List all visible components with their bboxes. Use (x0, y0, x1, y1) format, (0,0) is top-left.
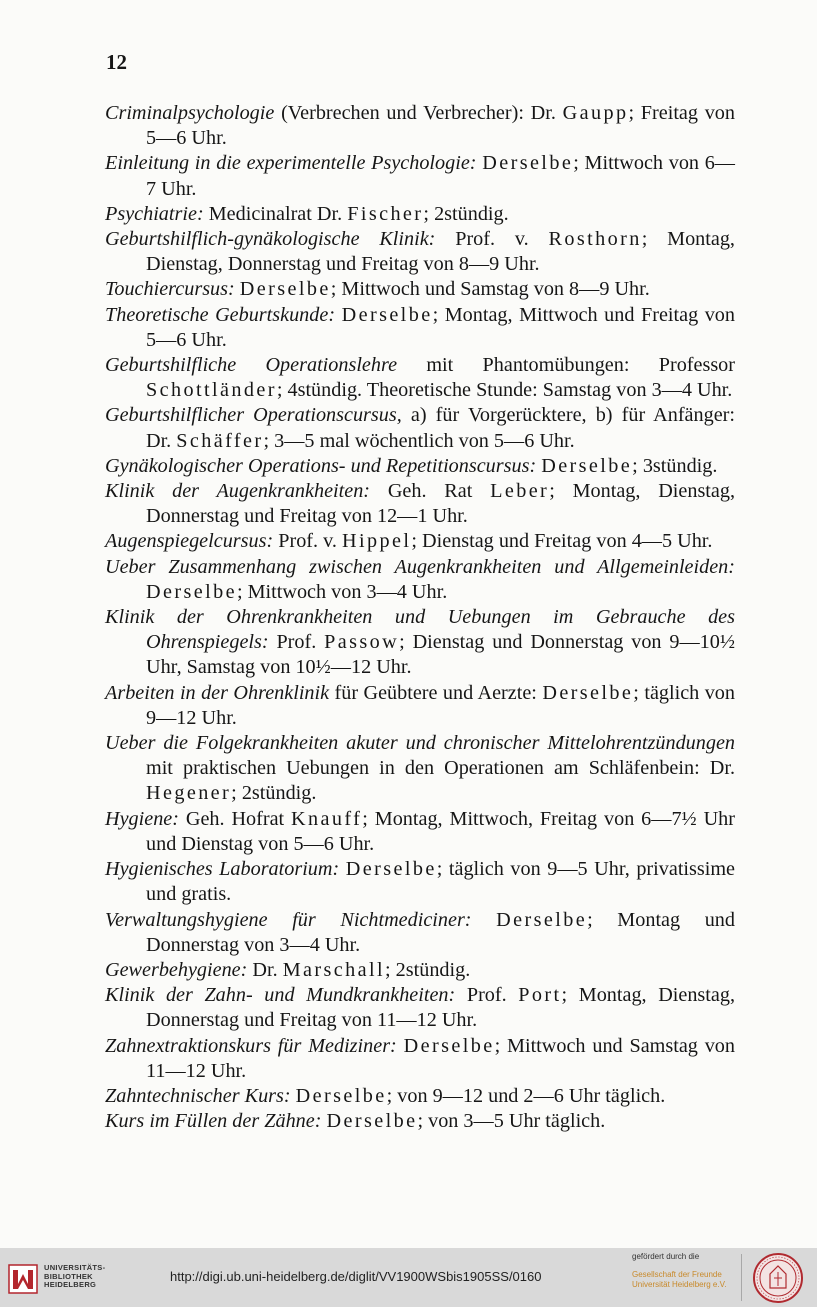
course-details: mit Phantomübungen: Professor (397, 354, 735, 377)
lecturer-name: Derselbe (326, 1110, 418, 1133)
course-entry (105, 101, 735, 151)
course-details: ; Montag, Dienstag, Donnerstag und Freitag von 8—9 Uhr. (146, 228, 735, 276)
course-details: ; 2stündig. (231, 782, 317, 805)
page-number: 12 (106, 50, 127, 74)
course-title: Geburtshilflicher Operationscursus, (105, 404, 402, 427)
course-title: Klinik der Ohrenkrankheiten und Uebungen im Gebrauche des Ohrenspiegels: (105, 606, 735, 654)
course-entry (105, 277, 735, 302)
course-entry (105, 857, 735, 907)
course-entry (105, 555, 735, 605)
course-title: Gewerbehygiene: (105, 958, 248, 981)
course-entry (105, 353, 735, 403)
course-entry (105, 807, 735, 857)
lecturer-name: Derselbe (482, 152, 574, 175)
lecturer-name: Passow (324, 631, 400, 654)
course-details: Dr. (247, 958, 283, 981)
course-details (472, 909, 497, 931)
lecturer-name: Rosthorn (548, 228, 642, 251)
course-details: ; Mittwoch und Samstag von 8—9 Uhr. (330, 278, 650, 301)
course-details: ; Mittwoch und Samstag von 11—12 Uhr. (146, 1034, 735, 1082)
course-title: Geburtshilfliche Operationslehre (105, 354, 398, 377)
course-details (397, 1035, 404, 1057)
library-name-line: BIBLIOTHEK (44, 1271, 93, 1281)
lecturer-name: Derselbe (541, 454, 633, 477)
course-details: ; 2stündig. (385, 958, 471, 981)
course-details: ; 3stündig. (632, 454, 718, 477)
course-title: Ueber Zusammenhang zwischen Augenkrankheiten und Allgemeinleiden: (105, 555, 735, 578)
course-details: Prof. v. (273, 530, 342, 553)
course-entry (105, 529, 735, 554)
course-entry (105, 227, 735, 277)
lecturer-name: Hegener (146, 782, 232, 805)
course-entry (105, 1084, 735, 1109)
course-title: Criminalpsychologie (105, 102, 275, 124)
lecturer-name: Derselbe (341, 303, 433, 326)
course-details: ; Mittwoch von 6—7 Uhr. (146, 152, 735, 200)
course-entry (105, 983, 735, 1033)
course-details: ; täglich von 9—12 Uhr. (146, 681, 735, 729)
course-title: Arbeiten in der Ohrenklinik (105, 681, 330, 704)
library-name-line: UNIVERSITÄTS- (44, 1263, 106, 1272)
course-entry (105, 1109, 735, 1134)
course-details: ; Montag, Dienstag, Donnerstag und Freitag von 11—12 Uhr. (146, 984, 735, 1032)
course-details: ; Freitag von 5—6 Uhr. (146, 102, 735, 150)
sponsor-name-line: Universität Heidelberg e.V. (632, 1280, 727, 1289)
lecturer-name: Derselbe (295, 1084, 387, 1107)
university-seal-icon (752, 1252, 804, 1304)
sponsor-label: gefördert durch die (632, 1252, 700, 1261)
course-details: ; von 3—5 Uhr täglich. (417, 1110, 606, 1133)
course-details: ; 3—5 mal wöchentlich von 5—6 Uhr. (263, 429, 575, 452)
course-entry (105, 731, 735, 807)
course-details: a) für Vorgerücktere, b) für Anfänger: Dr. (146, 404, 735, 452)
library-name (44, 1264, 105, 1290)
course-entry (105, 908, 735, 958)
course-entry (105, 303, 735, 353)
course-details: ; von 9—12 und 2—6 Uhr täglich. (386, 1084, 666, 1107)
lecturer-name: Port (518, 984, 562, 1007)
course-entry (105, 1034, 735, 1084)
course-details: Prof. v. (435, 228, 549, 251)
course-entry (105, 681, 735, 731)
lecturer-name: Derselbe (146, 580, 237, 603)
sponsor-name-line: Gesellschaft der Freunde (632, 1270, 722, 1279)
lecturer-name: Derselbe (239, 278, 331, 301)
university-library-logo-icon[interactable] (8, 1264, 38, 1294)
lecturer-name: Derselbe (496, 908, 588, 931)
course-details: ; Montag, Dienstag, Donnerstag und Freitag von 12—1 Uhr. (146, 480, 736, 528)
course-title: Ueber die Folgekrankheiten akuter und chronischer Mittelohrentzündungen (105, 732, 735, 755)
course-details: mit praktischen Uebungen in den Operationen am Schläfenbein: Dr. (146, 757, 735, 780)
course-details: Prof. (455, 984, 519, 1007)
course-details: Medicinalrat Dr. (203, 202, 348, 225)
lecturer-name: Derselbe (345, 858, 437, 881)
course-details: ; Montag und Donnerstag von 3—4 Uhr. (146, 908, 735, 956)
lecturer-name: Knauff (291, 807, 363, 830)
course-details: Geh. Hofrat (178, 807, 292, 830)
course-list (105, 101, 735, 1134)
lecturer-name: Fischer (347, 202, 424, 225)
course-title: Touchiercursus: (105, 278, 235, 301)
lecturer-name: Gaupp (562, 102, 629, 124)
lecturer-name: Derselbe (542, 681, 634, 704)
course-title: Zahnextraktionskurs für Mediziner: (105, 1034, 397, 1057)
library-name-line: HEIDELBERG (44, 1280, 97, 1290)
course-title: Zahntechnischer Kurs: (105, 1084, 291, 1107)
course-entry (105, 454, 735, 479)
lecturer-name: Schottländer (146, 379, 277, 402)
lecturer-name: Schäffer (176, 429, 264, 452)
course-title: Theoretische Geburtskunde: (105, 303, 336, 326)
lecturer-name: Marschall (282, 958, 386, 981)
course-title: Hygiene: (105, 807, 179, 830)
course-title: Hygienisches Laboratorium: (105, 858, 340, 881)
course-entry (105, 605, 735, 681)
course-title: Augenspiegelcursus: (105, 530, 274, 553)
lecturer-name: Hippel (342, 530, 412, 553)
course-entry (105, 202, 735, 227)
course-entry (105, 403, 735, 453)
course-title: Verwaltungshygiene für Nichtmediciner: (105, 908, 472, 931)
course-title: Geburtshilflich-gynäkologische Klinik: (105, 228, 436, 251)
course-details: Prof. (268, 631, 325, 654)
course-entry (105, 479, 735, 529)
course-entry (105, 151, 735, 201)
viewer-footer-bar (0, 1248, 817, 1307)
course-details: ; Montag, Mittwoch und Freitag von 5—6 Uhr. (146, 303, 735, 351)
course-title: Gynäkologischer Operations- und Repetitionscursus: (105, 454, 537, 477)
course-title: Klinik der Zahn- und Mundkrankheiten: (105, 984, 456, 1007)
course-details: für Geübtere und Aerzte: (329, 681, 543, 704)
course-entry (105, 958, 735, 983)
course-title: Kurs im Füllen der Zähne: (105, 1110, 322, 1133)
course-details: Geh. Rat (370, 480, 491, 503)
course-details: ; Mittwoch von 3—4 Uhr. (236, 580, 448, 603)
course-title: Klinik der Augenkrankheiten: (105, 480, 371, 503)
course-details: ; 4stündig. Theoretische Stunde: Samstag von 3—4 Uhr. (276, 379, 733, 402)
permalink-url[interactable]: http://digi.ub.uni-heidelberg.de/diglit/VV1900WSbis1905SS/0160 (170, 1269, 542, 1284)
course-details: ; Montag, Mittwoch, Freitag von 6—7½ Uhr und Dienstag von 5—6 Uhr. (146, 807, 735, 855)
course-title: Einleitung in die experimentelle Psychologie: (105, 152, 477, 175)
course-details: ; Dienstag und Donnerstag von 9—10½ Uhr, Samstag von 10½—12 Uhr. (146, 631, 735, 679)
lecturer-name: Derselbe (403, 1034, 495, 1057)
sponsor-name[interactable] (632, 1270, 726, 1290)
course-details: ; Dienstag und Freitag von 4—5 Uhr. (411, 530, 713, 553)
course-details: ; täglich von 9—5 Uhr, privatissime und gratis. (146, 858, 736, 906)
course-title: Psychiatrie: (105, 202, 204, 225)
course-details: (Verbrechen und Verbrecher): Dr. (274, 102, 563, 124)
lecturer-name: Leber (490, 480, 550, 503)
footer-divider (741, 1254, 742, 1301)
course-details: ; 2stündig. (423, 202, 509, 225)
